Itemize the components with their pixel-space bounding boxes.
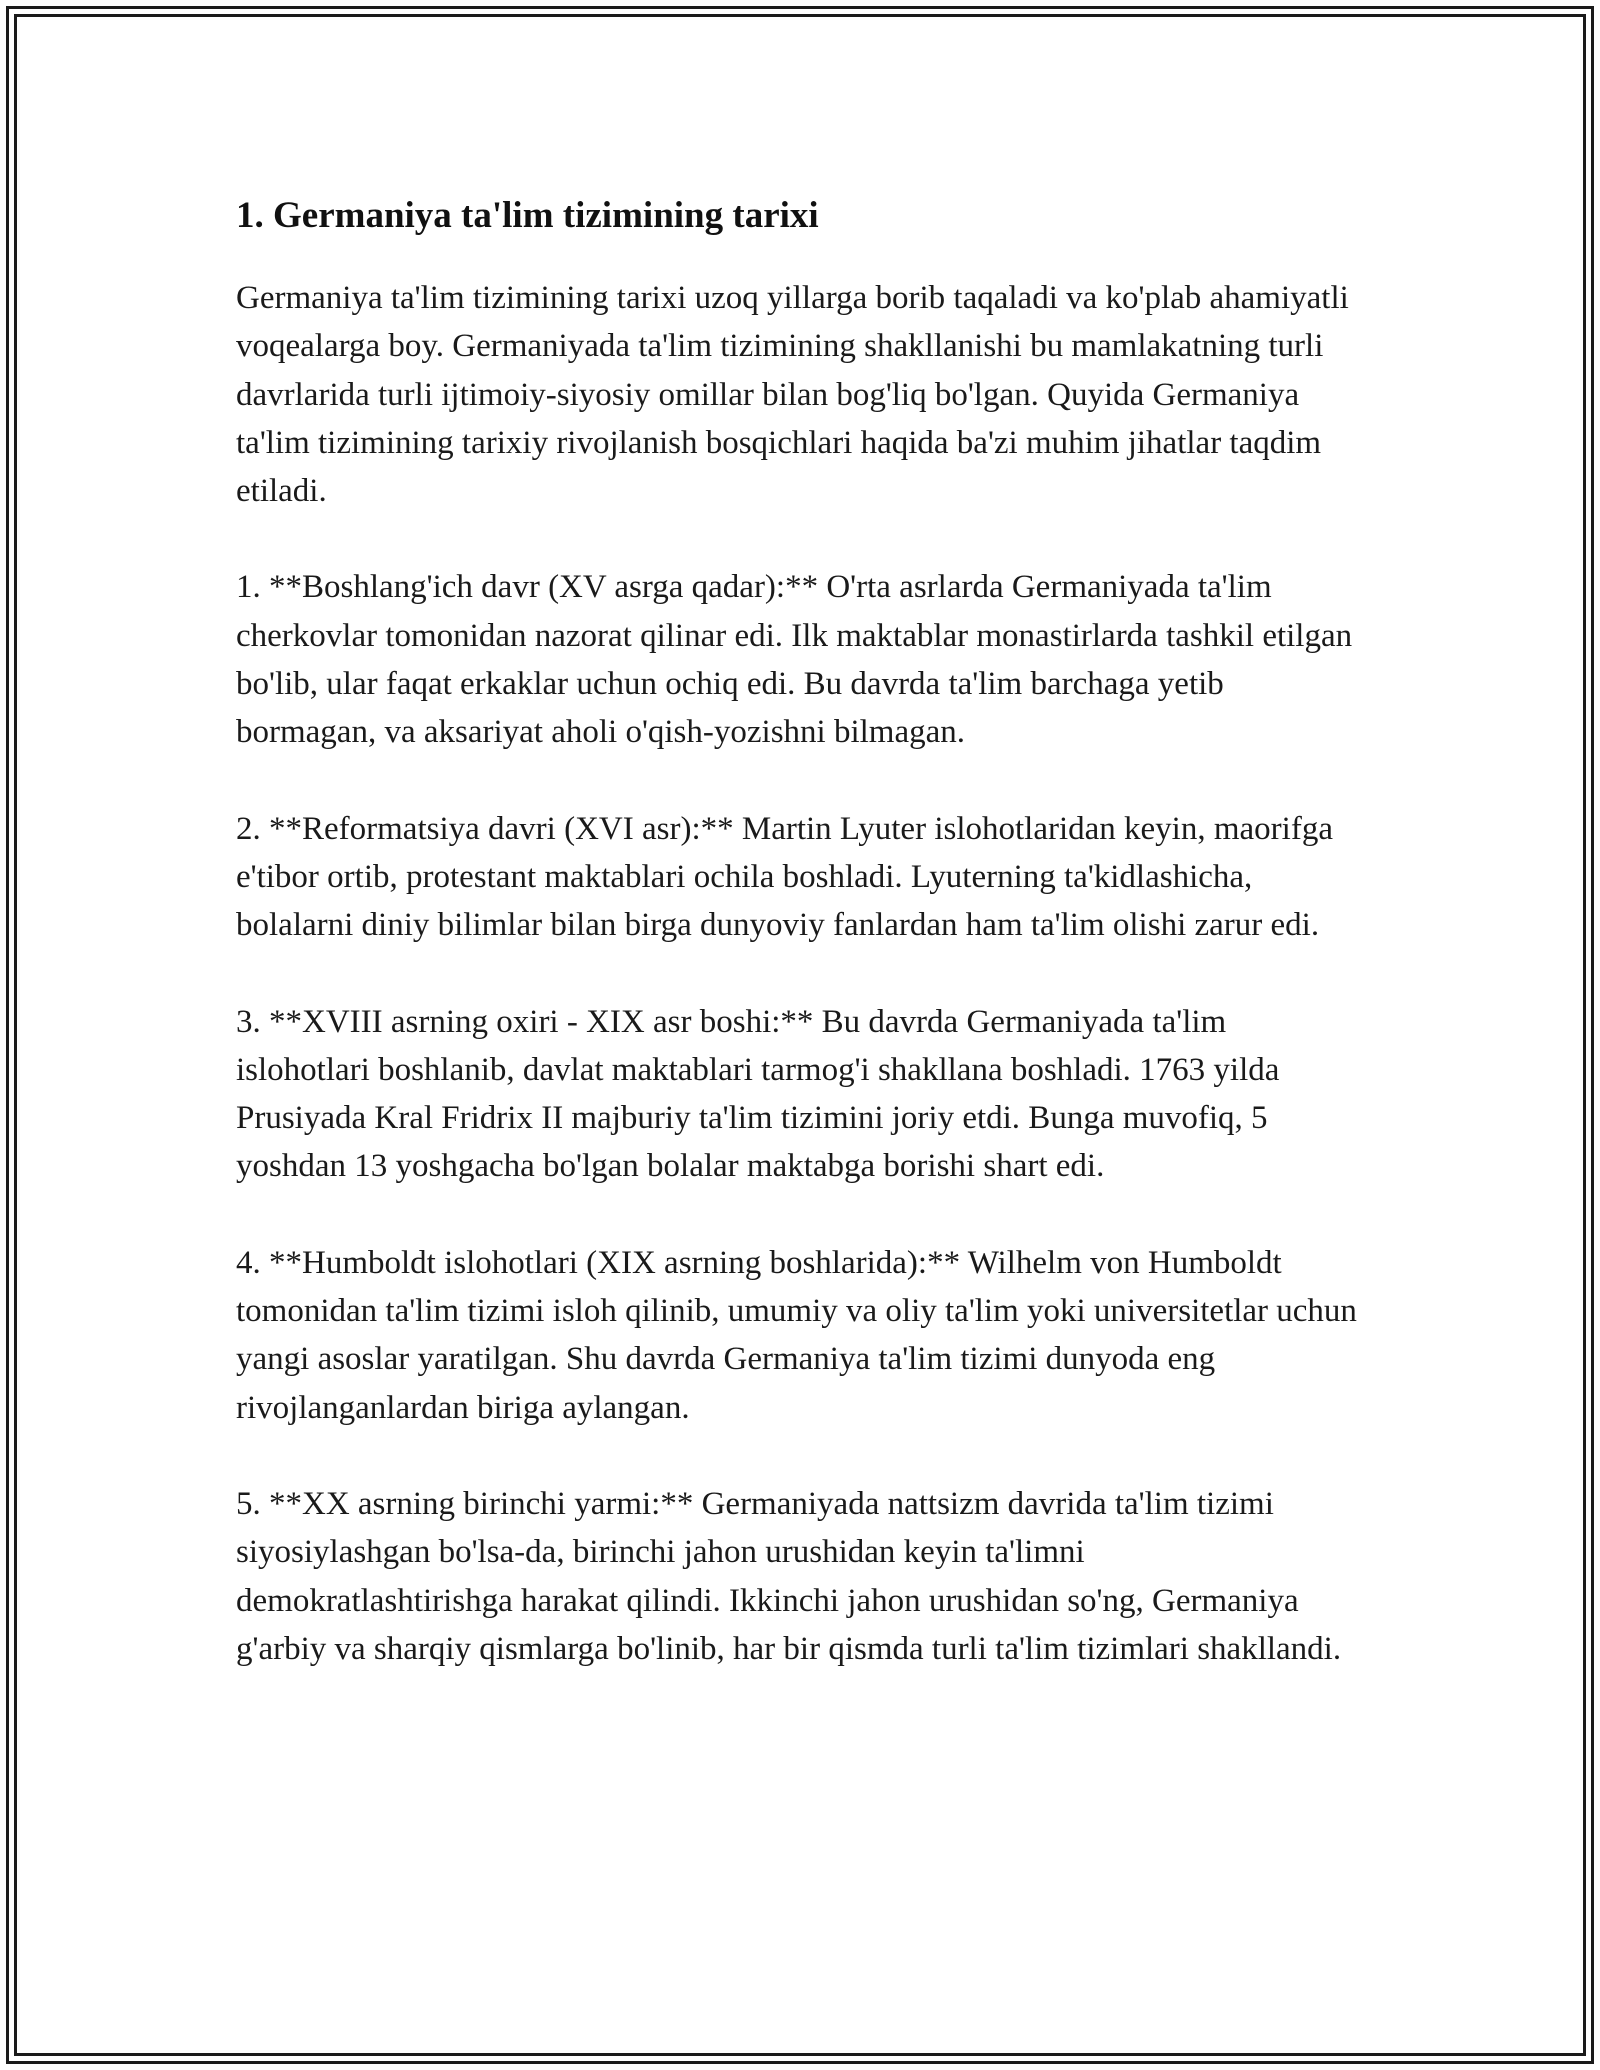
- list-item-1: 1. **Boshlang'ich davr (XV asrga qadar):** O'rta asrlarda Germaniyada ta'lim cherkovlar tomonidan nazorat qilinar edi. Ilk maktablar monastirlarda tashkil etilgan bo'lib, ular faqat erkaklar uchun ochiq edi. Bu davrda ta'lim barchaga yetib bormagan, va aksariyat aholi o'qish-yozishni bilmagan.: [236, 569, 1353, 751]
- list-item-3: 3. **XVIII asrning oxiri - XIX asr boshi:** Bu davrda Germaniyada ta'lim islohotlari boshlanib, davlat maktablari tarmog'i shakllana boshladi. 1763 yilda Prusiyada Kral Fridrix II majburiy ta'lim tizimini joriy etdi. Bunga muvofiq, 5 yoshdan 13 yoshgacha bo'lgan bolalar maktabga borishi shart edi.: [236, 1003, 1280, 1185]
- list-item-2: 2. **Reformatsiya davri (XVI asr):** Martin Lyuter islohotlaridan keyin, maorifga e'tibor ortib, protestant maktablari ochila boshladi. Lyuterning ta'kidlashicha, bolalarni diniy bilimlar bilan birga dunyoviy fanlardan ham ta'lim olishi zarur edi.: [236, 810, 1333, 944]
- list-item-5: 5. **XX asrning birinchi yarmi:** Germaniyada nattsizm davrida ta'lim tizimi siyosiylashgan bo'lsa-da, birinchi jahon urushidan keyin ta'limni demokratlashtirishga harakat qilindi. Ikkinchi jahon urushidan so'ng, Germaniya g'arbiy va sharqiy qismlarga bo'linib, har bir qismda turli ta'lim tizimlari shakllandi.: [236, 1485, 1342, 1667]
- document-title: 1. Germaniya ta'lim tizimining tarixi: [236, 195, 819, 236]
- document-body: [236, 188, 1366, 1673]
- intro-paragraph: Germaniya ta'lim tizimining tarixi uzoq yillarga borib taqaladi va ko'plab ahamiyatli voqealarga boy. Germaniyada ta'lim tizimining shakllanishi bu mamlakatning turli davrlarida turli ijtimoiy-siyosiy omillar bilan bog'liq bo'lgan. Quyida Germaniya ta'lim tizimining tarixiy rivojlanish bosqichlari haqida ba'zi muhim jihatlar taqdim etiladi.: [236, 280, 1349, 510]
- list-item-4: 4. **Humboldt islohotlari (XIX asrning boshlarida):** Wilhelm von Humboldt tomonidan ta'lim tizimi isloh qilinib, umumiy va oliy ta'lim yoki universitetlar uchun yangi asoslar yaratilgan. Shu davrda Germaniya ta'lim tizimi dunyoda eng rivojlanganlardan biriga aylangan.: [236, 1244, 1357, 1426]
